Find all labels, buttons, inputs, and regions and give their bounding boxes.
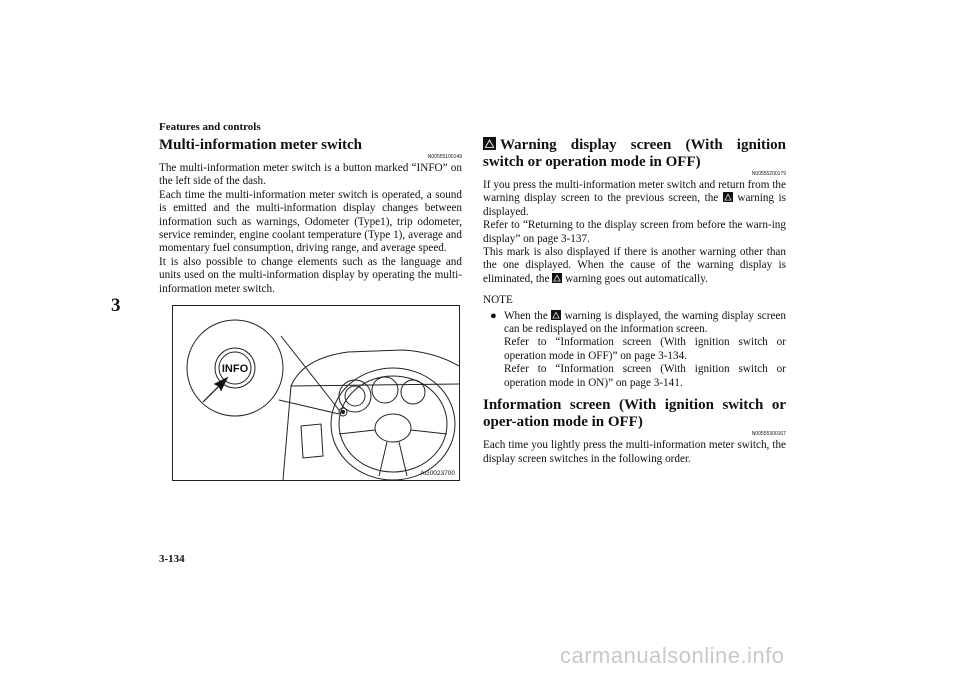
paragraph: Each time you lightly press the multi-information meter switch, the display screen switches in the following order. — [483, 439, 786, 465]
paragraph: It is also possible to change elements such as the language and units used on the multi-information display by operating the multi-information meter switch. — [159, 255, 462, 295]
note-item: ● When the warning is displayed, the warning display screen can be redisplayed on the information screen. Refer to “Information screen (With ignition switch or operation mode in OFF)” on page 3-134. Refer to “Information screen (With ignition switch or operation mode in ON)” on page 3-141. — [490, 309, 786, 389]
section-code: N00555100149 — [427, 154, 462, 160]
pointer-arrow-icon — [203, 378, 227, 402]
section-code: N00555200179 — [751, 171, 786, 177]
bullet-icon: ● — [490, 309, 497, 322]
info-button-label: INFO — [221, 363, 249, 375]
page-number: 3-134 — [159, 553, 185, 565]
warning-triangle-icon — [552, 273, 562, 283]
paragraph: This mark is also displayed if there is another warning other than the one displayed. When the cause of the warning display is eliminated, the warning goes out automatically. — [483, 246, 786, 285]
figure-code: AG0023700 — [420, 470, 455, 477]
paragraph: Refer to “Returning to the display screen from before the warn-ing display” on page 3-137. — [483, 219, 786, 245]
heading-multi-information-switch: Multi-information meter switch — [159, 137, 363, 153]
site-watermark: carmanualsonline.info — [560, 643, 785, 668]
heading-warning-display-screen: Warning display screen (With ignition switch or operation mode in OFF) — [483, 137, 786, 170]
dashboard-drawing — [173, 306, 459, 480]
right-column — [483, 137, 786, 466]
section-header: Features and controls — [159, 121, 261, 133]
paragraph: If you press the multi-information meter switch and return from the warning display screen to the previous screen, the warning is displayed. — [483, 179, 787, 218]
note-reference: Refer to “Information screen (With ignition switch or operation mode in OFF)” on page 3-134. — [504, 336, 786, 362]
section-code: N00555300167 — [751, 431, 786, 438]
heading-information-screen: Information screen (With ignition switch or oper-ation mode in OFF) — [483, 397, 786, 431]
warning-triangle-icon — [723, 192, 733, 202]
paragraph: Each time the multi-information meter switch is operated, a sound is emitted and the multi-information display changes between information such as warnings, Odometer (Type1), trip odometer, service reminder, engine coolant temperature (Type 1), average and momentary fuel consumption, driving range, and average speed. — [159, 188, 462, 255]
paragraph: The multi-information meter switch is a button marked “INFO” on the left side of the dash. — [159, 162, 462, 188]
left-column — [159, 137, 462, 296]
warning-triangle-icon — [551, 310, 561, 320]
dashboard-illustration — [172, 305, 460, 481]
note-label: NOTE — [483, 294, 513, 307]
warning-triangle-icon — [483, 137, 496, 150]
note-reference: Refer to “Information screen (With ignition switch or operation mode in ON)” on page 3-141. — [504, 363, 786, 389]
chapter-number: 3 — [111, 295, 121, 316]
